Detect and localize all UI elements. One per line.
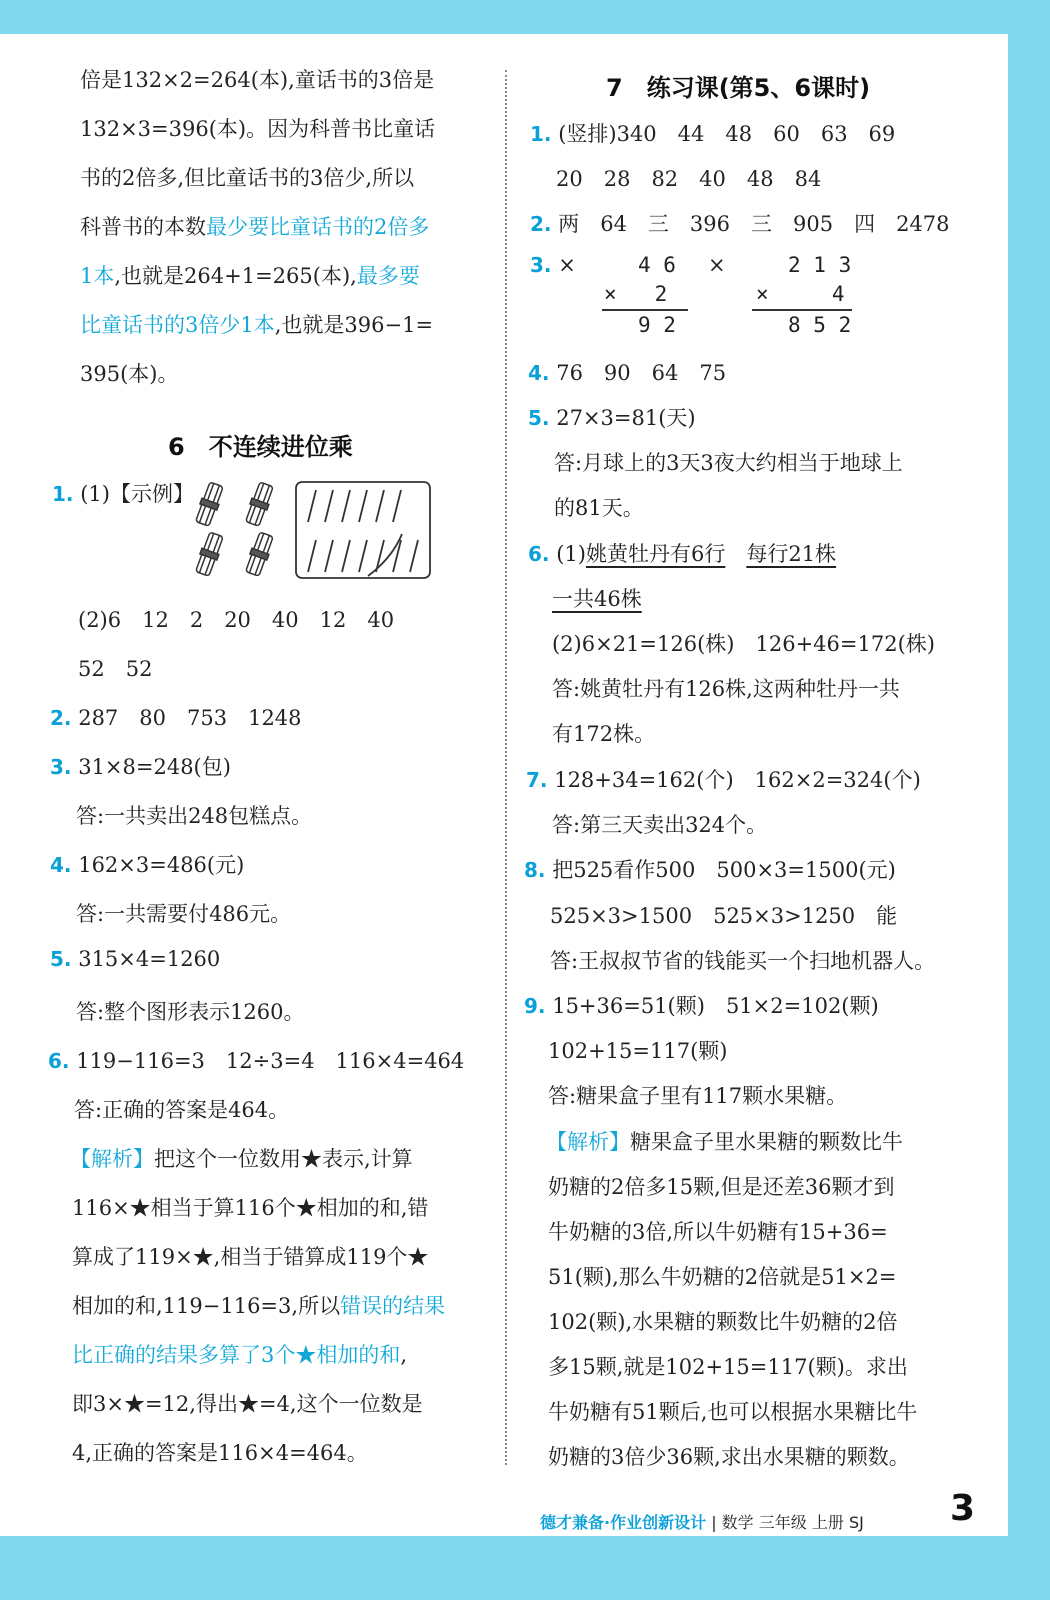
vertical-calc-1-multiplier: × 2 [604,282,668,306]
answer-text: 128+34=162(个) 162×2=324(个) [554,768,921,792]
answer-line: 答:月球上的3天3夜大约相当于地球上 [554,451,903,475]
text-line [80,309,433,339]
answer-line: 答:正确的答案是464。 [74,1098,290,1122]
text-line [80,260,420,290]
answer-line: 答:第三天卖出324个。 [552,813,768,837]
stick-bundles-illustration [192,478,442,588]
question-number: 6. [48,1049,70,1073]
vertical-calc-2-multiplier: × 4 [756,282,845,306]
answer-text: 把525看作500 500×3=1500(元) [552,858,896,882]
page-frame-right [1008,0,1050,1600]
answer-line: 答:一共卖出248包糕点。 [76,804,313,828]
question-number: 1. [52,482,74,506]
answer-line: (2)6×21=126(株) 126+46=172(株) [552,632,935,656]
underlined-text: 每行21株 [746,542,837,566]
text-line: 52 52 [78,657,153,681]
answer-line: 20 28 82 40 48 84 [556,167,822,191]
question-number: 3. [530,253,552,277]
question-number: 4. [50,853,72,877]
answer-text: 162×3=486(元) [78,853,245,877]
question-number: 2. [530,212,552,236]
column-divider [505,70,507,1465]
text-line: 395(本)。 [80,362,179,386]
text-line: 书的2倍多,但比童话书的3倍少,所以 [80,166,415,190]
footer-separator: | [711,1513,717,1532]
answer-text: (竖排)340 44 48 60 63 69 [558,122,896,146]
text-span: 科普书的本数 [80,215,206,239]
analysis-line [72,1290,445,1320]
page-footer [540,1510,864,1533]
analysis-tag: 【解析】 [70,1147,154,1171]
wrong-mark: × [708,253,726,277]
loose-sticks-box [296,482,430,578]
question-number: 7. [526,768,548,792]
question-2 [530,208,950,238]
question-number: 4. [528,361,550,385]
question-9 [524,990,879,1020]
question-number: 5. [528,406,550,430]
highlight-text: 比正确的结果多算了3个★相加的和 [72,1343,401,1367]
wrong-mark: × [558,253,576,277]
question-number: 2. [50,706,72,730]
analysis-line: 奶糖的3倍少36颗,求出水果糖的颗数。 [548,1445,910,1469]
question-label: (1)【示例】 [80,482,194,506]
answer-line: 答:整个图形表示1260。 [76,1000,305,1024]
question-4 [528,357,726,387]
question-number: 6. [528,542,550,566]
question-6 [48,1045,464,1075]
question-3 [530,253,576,277]
vertical-calc-2-rule [752,309,852,311]
footer-term: 上册 [811,1513,844,1532]
question-5 [528,402,696,432]
text-line: 倍是132×2=264(本),童话书的3倍是 [80,68,435,92]
footer-edition: SJ [849,1513,864,1532]
vertical-calc-2-result: 8 5 2 [788,313,852,337]
highlight-text: 最多要 [356,264,420,288]
vertical-calc-1-result: 9 2 [638,313,676,337]
analysis-line: 51(颗),那么牛奶糖的2倍就是51×2= [548,1265,897,1289]
analysis-line: 102(颗),水果糖的颗数比牛奶糖的2倍 [548,1310,898,1334]
analysis-line [72,1339,407,1369]
vertical-calc-1-rule [602,309,688,311]
answer-line: 答:王叔叔节省的钱能买一个扫地机器人。 [550,949,936,973]
text-span: 把这个一位数用★表示,计算 [154,1147,413,1171]
question-4 [50,849,244,879]
question-1 [530,118,895,148]
answer-line: 答:姚黄牡丹有126株,这两种牡丹一共 [552,677,900,701]
answer-line [552,583,642,613]
highlight-text: 最少要比童话书的2倍多 [206,215,430,239]
answer-line: 102+15=117(颗) [548,1039,728,1063]
underlined-text: 一共46株 [552,587,642,611]
text-span: 相加的和,119−116=3,所以 [72,1294,341,1318]
analysis-line: 算成了119×★,相当于错算成119个★ [72,1245,429,1269]
question-number: 8. [524,858,546,882]
answer-line: 答:一共需要付486元。 [76,902,292,926]
question-number: 3. [50,755,72,779]
answer-line: 答:糖果盒子里有117颗水果糖。 [548,1084,848,1108]
text-span: , [400,1343,408,1367]
question-7 [526,764,921,794]
question-3 [50,751,231,781]
bundle-icon [194,481,275,577]
question-5 [50,947,220,971]
answer-line: 525×3>1500 525×3>1250 能 [550,904,898,928]
page-number: 3 [950,1488,976,1529]
analysis-line: 牛奶糖的3倍,所以牛奶糖有15+36= [548,1220,888,1244]
analysis-line: 牛奶糖有51颗后,也可以根据水果糖比牛 [548,1400,918,1424]
analysis-line: 4,正确的答案是116×4=464。 [72,1441,368,1465]
highlight-text: 1本 [80,264,115,288]
text-span: 糖果盒子里水果糖的颗数比牛 [630,1130,903,1154]
analysis-line: 奶糖的2倍多15颗,但是还差36颗才到 [548,1175,895,1199]
analysis-tag: 【解析】 [546,1130,630,1154]
footer-brand: 德才兼备·作业创新设计 [540,1513,707,1532]
answer-text: 15+36=51(颗) 51×2=102(颗) [552,994,879,1018]
section-title: 6 不连续进位乘 [168,433,353,461]
question-6 [528,538,836,568]
analysis-line: 多15颗,就是102+15=117(颗)。求出 [548,1355,908,1379]
text-line: (2)6 12 2 20 40 12 40 [78,608,395,632]
answer-line: 的81天。 [554,496,644,520]
question-number: 9. [524,994,546,1018]
text-span: (1) [556,542,586,566]
analysis-line: 即3×★=12,得出★=4,这个一位数是 [72,1392,423,1416]
page-frame-top [0,0,1050,34]
text-span: ,也就是264+1=265(本), [114,264,357,288]
vertical-calc-2-top: 2 1 3 [788,253,852,277]
footer-grade: 三年级 [758,1513,807,1532]
answer-text: 119−116=3 12÷3=4 116×4=464 [76,1049,465,1073]
answer-text: 76 90 64 75 [556,361,727,385]
section-title: 7 练习课(第5、6课时) [606,74,871,102]
answer-text: 两 64 三 396 三 905 四 2478 [558,212,950,236]
question-2 [50,702,302,732]
page-frame-bottom [0,1536,1050,1600]
answer-line: 有172株。 [552,722,656,746]
text-span: ,也就是396−1= [274,313,434,337]
answer-text: 315×4=1260 [78,947,221,971]
vertical-calc-1-top: 4 6 [638,253,676,277]
analysis-line [546,1126,903,1156]
highlight-text: 错误的结果 [340,1294,446,1318]
text-line: 132×3=396(本)。因为科普书比童话 [80,117,436,141]
analysis-line [70,1143,413,1173]
answer-text: 27×3=81(天) [556,406,696,430]
question-number: 1. [530,122,552,146]
question-8 [524,854,896,884]
answer-text: 31×8=248(包) [78,755,231,779]
question-number: 5. [50,947,72,971]
analysis-line: 116×★相当于算116个★相加的和,错 [72,1196,429,1220]
text-line [80,211,429,241]
footer-subject: 数学 [721,1513,754,1532]
underlined-text: 姚黄牡丹有6行 [585,542,726,566]
highlight-text: 比童话书的3倍少1本 [80,313,275,337]
question-1 [52,478,194,508]
answer-text: 287 80 753 1248 [78,706,302,730]
